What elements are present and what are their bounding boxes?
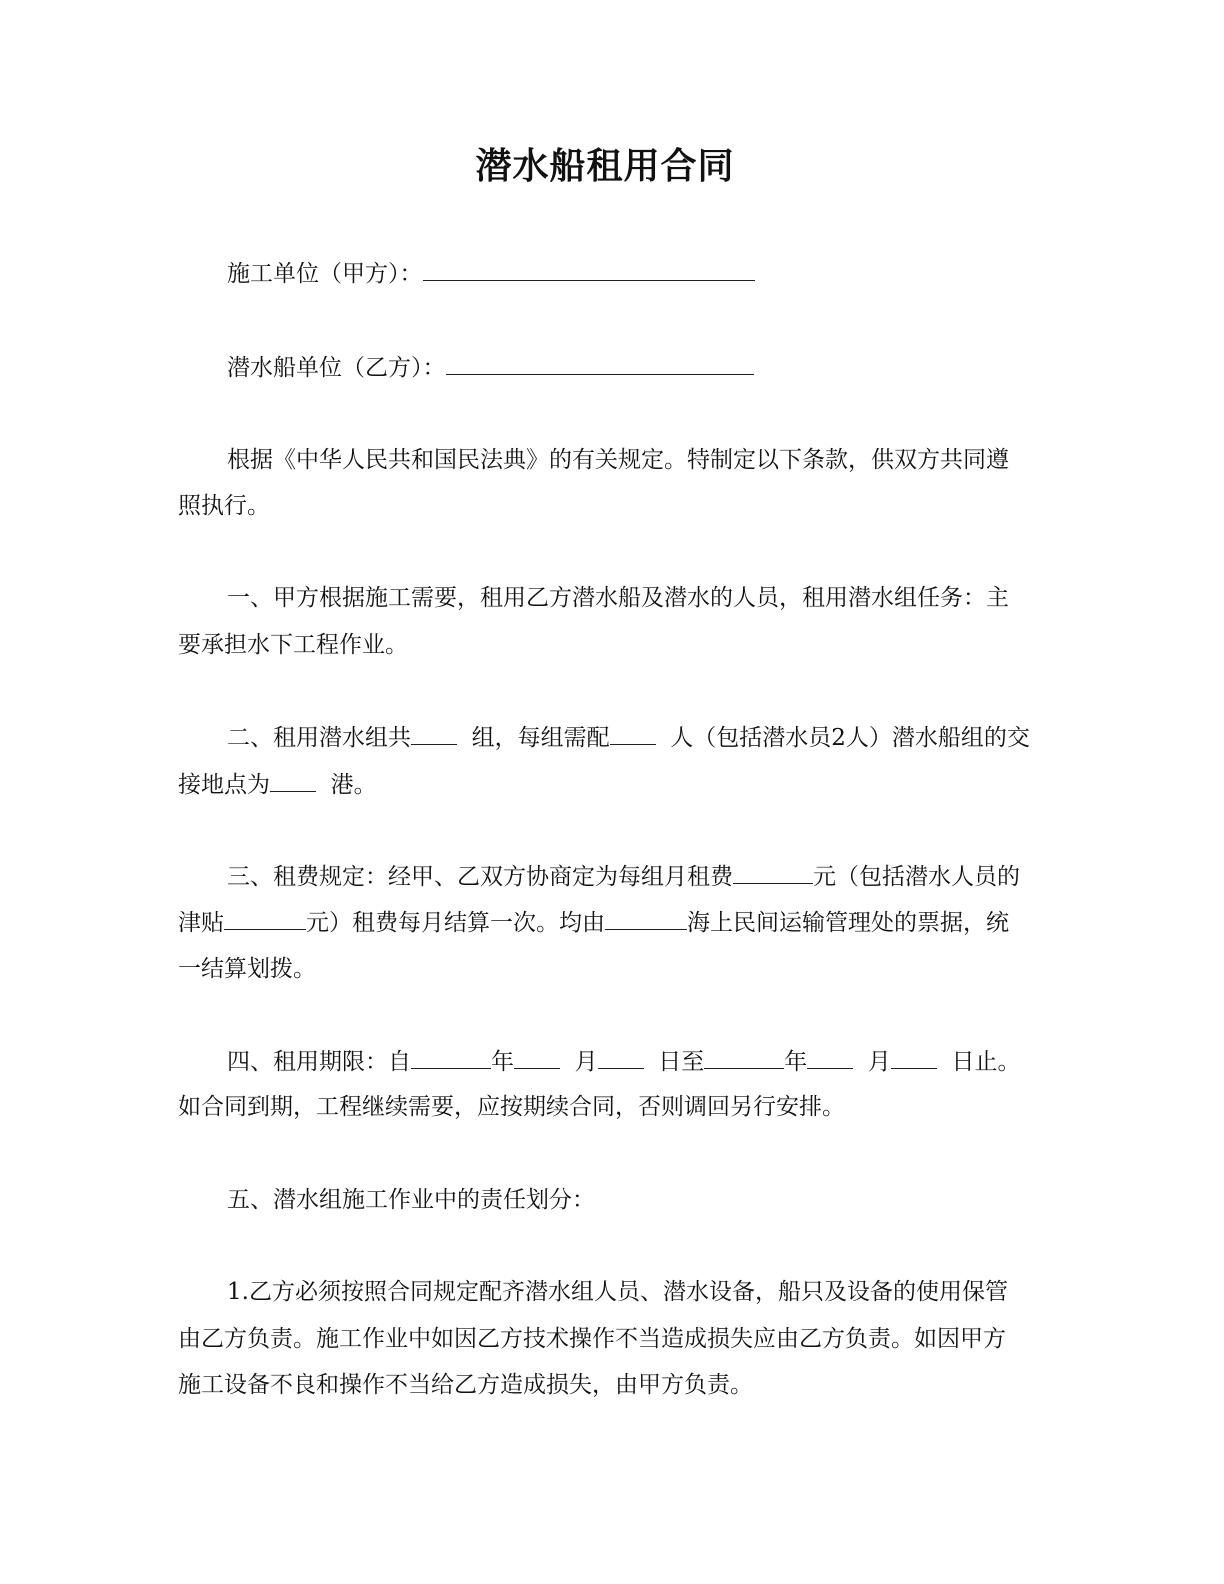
document-title: 潜水船租用合同 bbox=[475, 145, 735, 187]
port-blank bbox=[270, 769, 316, 792]
clause-3-text-a: 三、租费规定：经甲、乙双方协商定为每组月租费 bbox=[227, 864, 733, 890]
clause-2-text-b: 组，每组需配 bbox=[471, 725, 610, 751]
monthly-fee-blank bbox=[733, 861, 813, 884]
persons-per-group-blank bbox=[610, 722, 656, 745]
party-a-line bbox=[227, 258, 1087, 289]
clause-4-month-2: 月 bbox=[867, 1049, 891, 1075]
party-b-blank bbox=[446, 352, 754, 375]
clause-2-line-2 bbox=[178, 769, 1038, 800]
clause-1-line-1: 一、甲方根据施工需要，租用乙方潜水船及潜水的人员，租用潜水组任务：主 bbox=[227, 585, 1009, 611]
clause-4-month-1: 月 bbox=[574, 1049, 598, 1075]
end-day-blank bbox=[891, 1046, 937, 1069]
party-a-blank bbox=[423, 258, 755, 281]
start-day-blank bbox=[598, 1046, 644, 1069]
start-year-blank bbox=[411, 1046, 491, 1069]
party-b-line bbox=[227, 352, 1087, 383]
clause-3-line-2 bbox=[178, 907, 1038, 938]
clause-3-text-c: 津贴 bbox=[178, 910, 224, 936]
clause-2-text-c: 人（包括潜水员2人）潜水船组的交 bbox=[670, 725, 1030, 751]
allowance-blank bbox=[224, 907, 306, 930]
preamble-line-2: 照执行。 bbox=[178, 493, 270, 519]
end-month-blank bbox=[807, 1046, 853, 1069]
clause-3-line-3: 一结算划拨。 bbox=[178, 956, 316, 982]
start-month-blank bbox=[514, 1046, 560, 1069]
group-count-blank bbox=[411, 722, 457, 745]
clause-5-item-1-line-2: 由乙方负责。施工作业中如因乙方技术操作不当造成损失应由乙方负责。如因甲方 bbox=[178, 1326, 1006, 1352]
clause-4-year-1: 年 bbox=[491, 1049, 514, 1075]
clause-1-line-2: 要承担水下工程作业。 bbox=[178, 632, 408, 658]
clause-5-heading: 五、潜水组施工作业中的责任划分： bbox=[227, 1187, 595, 1213]
clause-2-text-d: 接地点为 bbox=[178, 772, 270, 798]
clause-4-day-to: 日至 bbox=[658, 1049, 705, 1075]
billing-office-blank bbox=[605, 907, 687, 930]
end-year-blank bbox=[704, 1046, 784, 1069]
clause-3-text-b: 元（包括潜水人员的 bbox=[813, 864, 1020, 890]
preamble-line-1: 根据《中华人民共和国民法典》的有关规定。特制定以下条款，供双方共同遵 bbox=[227, 447, 1009, 473]
clause-4-line-1 bbox=[227, 1046, 1087, 1077]
clause-2-text-a: 二、租用潜水组共 bbox=[227, 725, 411, 751]
clause-5-item-1-line-3: 施工设备不良和操作不当给乙方造成损失，由甲方负责。 bbox=[178, 1372, 753, 1398]
clause-2-text-e: 港。 bbox=[330, 772, 377, 798]
party-b-label: 潜水船单位（乙方）： bbox=[227, 355, 446, 381]
party-a-label: 施工单位（甲方）： bbox=[227, 261, 423, 287]
clause-3-line-1 bbox=[227, 861, 1087, 892]
clause-4-day-end: 日止。 bbox=[951, 1049, 1021, 1075]
clause-4-text-a: 四、租用期限：自 bbox=[227, 1049, 411, 1075]
clause-3-text-d: 元）租费每月结算一次。均由 bbox=[306, 910, 605, 936]
clause-5-item-1-line-1: 1.乙方必须按照合同规定配齐潜水组人员、潜水设备，船只及设备的使用保管 bbox=[227, 1279, 1008, 1305]
clause-4-year-2: 年 bbox=[784, 1049, 808, 1075]
clause-2-line-1 bbox=[227, 722, 1087, 753]
clause-4-line-2: 如合同到期，工程继续需要，应按期续合同，否则调回另行安排。 bbox=[178, 1094, 845, 1120]
clause-3-text-e: 海上民间运输管理处的票据，统 bbox=[687, 910, 1009, 936]
